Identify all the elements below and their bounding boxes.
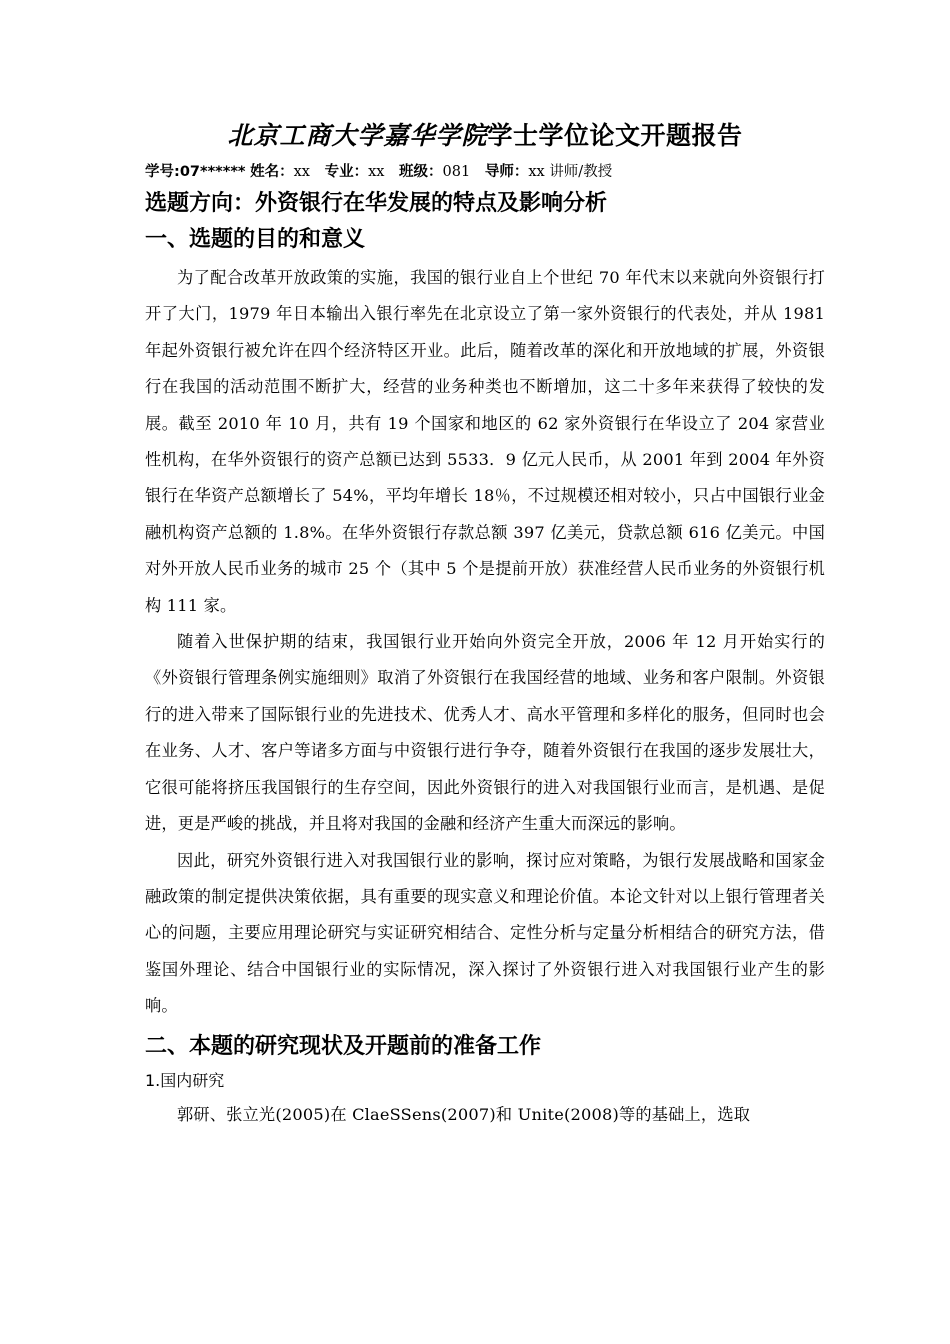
student-info-line — [145, 158, 825, 186]
major-value: xx — [368, 164, 385, 180]
class-label: 班级： — [399, 164, 443, 180]
student-name-value: xx — [293, 164, 310, 180]
advisor-value: xx 讲师/教授 — [528, 164, 613, 180]
document-page — [145, 118, 825, 1133]
document-title — [145, 118, 825, 154]
paragraph: 随着入世保护期的结束，我国银行业开始向外资完全开放，2006 年 12 月开始实行的《外资银行管理条例实施细则》取消了外资银行在我国经营的地域、业务和客户限制。外资银行的进入带来了国际银行业的先进技术、优秀人才、高水平管理和多样化的服务，但同时也会在业务、人才、客户等诸多方面与中资银行进行争夺，随着外资银行在我国的逐步发展壮大，它很可能将挤压我国银行的生存空间，因此外资银行的进入对我国银行业而言，是机遇、是促进，更是严峻的挑战，并且将对我国的金融和经济产生重大而深远的影响。 — [145, 632, 825, 834]
advisor-label: 导师： — [484, 164, 529, 180]
title-school-name: 北京工商大学嘉华学院 — [227, 121, 488, 150]
paragraph: 为了配合改革开放政策的实施，我国的银行业自上个世纪 70 年代末以来就向外资银行打开了大门，1979 年日本输出入银行率先在北京设立了第一家外资银行的代表处，并从 1981 年起外资银行被允许在四个经济特区开业。此后，随着改革的深化和开放地域的扩展，外资银行在我国的活动范围不断扩大，经营的业务种类也不断增加，这二十多年来获得了较快的发展。截至 2010 年 10 月，共有 19 个国家和地区的 62 家外资银行在华设立了 204 家营业性机构，在华外资银行的资产总额已达到 5533．9 亿元人民币，从 2001 年到 2004 年外资银行在华资产总额增长了 54%，平均年增长 18％，不过规模还相对较小，只占中国银行业金融机构资产总额的 1.8%。在华外资银行存款总额 397 亿美元，贷款总额 616 亿美元。中国对外开放人民币业务的城市 25 个（其中 5 个是提前开放）获准经营人民币业务的外资银行机构 111 家。 — [145, 268, 825, 615]
class-value: 081 — [442, 164, 471, 180]
major-label: 专业： — [324, 164, 369, 180]
section-heading-purpose: 一、选题的目的和意义 — [145, 227, 366, 252]
paragraph: 因此，研究外资银行进入对我国银行业的影响，探讨应对策略，为银行发展战略和国家金融政策的制定提供决策依据，具有重要的现实意义和理论价值。本论文针对以上银行管理者关心的问题，主要应用理论研究与实证研究相结合、定性分析与定量分析相结合的研究方法，借鉴国外理论、结合中国银行业的实际情况，深入探讨了外资银行进入对我国银行业产生的影响。 — [145, 850, 825, 1016]
title-report-name: 学士学位论文开题报告 — [487, 121, 743, 150]
subheading-domestic-research: 1.国内研究 — [145, 1070, 225, 1090]
topic-direction: 选题方向：外资银行在华发展的特点及影响分析 — [145, 191, 608, 216]
student-name-label: 姓名： — [250, 164, 294, 180]
paragraph: 郭研、张立光(2005)在 ClaeSSens(2007)和 Unite(2008)等的基础上，选取 — [177, 1104, 751, 1124]
section-heading-research-status: 二、本题的研究现状及开题前的准备工作 — [145, 1033, 542, 1059]
student-id-label: 学号: — [145, 164, 180, 180]
student-id-value: 07****** — [179, 164, 246, 180]
